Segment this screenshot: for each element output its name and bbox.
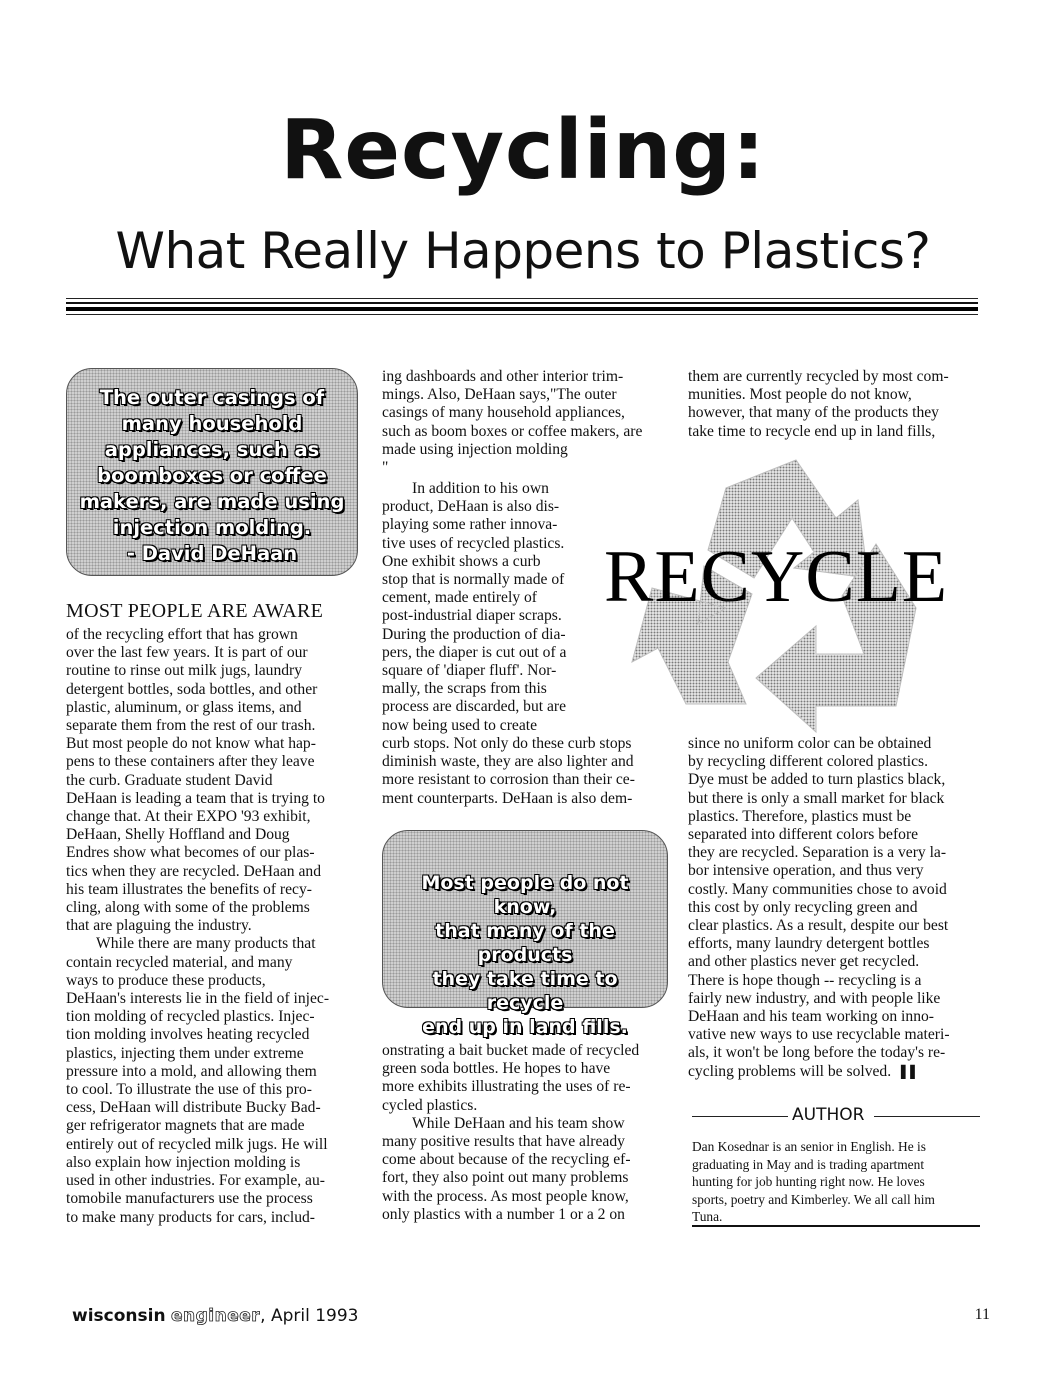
- text-line: to make many products for cars, includ-: [66, 1208, 315, 1226]
- text-line: by recycling different colored plastics.: [688, 753, 929, 771]
- text-line: that are plaguing the industry.: [66, 917, 252, 935]
- text-line: product, DeHaan is also dis-: [382, 498, 560, 516]
- text-line: ": [382, 459, 389, 477]
- paragraph: [66, 626, 366, 935]
- text-line: During the production of dia-: [382, 625, 566, 643]
- column-2-middle: [382, 735, 682, 808]
- text-line: and other plastics never get recycled.: [688, 953, 920, 971]
- pull-quote-line: The outer casings of: [99, 386, 325, 409]
- pull-quote: [66, 368, 358, 576]
- text-line: mally, the scraps from this: [382, 680, 547, 698]
- pull-quote-line: end up in land fills.: [422, 1016, 628, 1038]
- title-divider: [66, 298, 978, 299]
- text-line: pressure into a mold, and allowing them: [66, 1062, 317, 1080]
- text-line: fairly new industry, and with people like: [688, 989, 941, 1007]
- text-line: now being used to create: [382, 716, 538, 734]
- article-subtitle: What Really Happens to Plastics?: [115, 222, 931, 280]
- text-line: While DeHaan and his team show: [412, 1114, 625, 1132]
- text-line: munities. Most people do not know,: [688, 386, 912, 404]
- recycle-graphic: [596, 448, 976, 734]
- pull-quote-line: injection molding.: [112, 516, 312, 539]
- footer-publication: [72, 1306, 359, 1326]
- text-line: such as boom boxes or coffee makers, are: [382, 422, 643, 440]
- recycle-word: RECYCLE: [604, 536, 949, 618]
- text-line: them are currently recycled by most com-: [688, 368, 949, 385]
- pull-quote-line: many household: [121, 412, 303, 435]
- text-line: clear plastics. As a result, despite our best: [688, 917, 949, 935]
- text-line: ger refrigerator magnets that are made: [66, 1117, 305, 1135]
- text-line: DeHaan is leading a team that is trying to: [66, 789, 325, 807]
- text-line: bor intensive operation, and thus very: [688, 862, 924, 880]
- text-line: vative new ways to use recyclable materi-: [688, 1026, 950, 1044]
- text-line: tion molding involves heating recycled: [66, 1026, 310, 1044]
- column-3-bottom: [688, 735, 988, 1081]
- pull-quote-line: that many of the products: [435, 920, 615, 966]
- text-line: come about because of the recycling ef-: [382, 1151, 631, 1169]
- section-heading: MOST PEOPLE ARE AWARE: [66, 600, 324, 622]
- text-line: One exhibit shows a curb: [382, 552, 541, 570]
- publication-name: wisconsin: [72, 1306, 166, 1326]
- text-line: plastics, injecting them under extreme: [66, 1044, 304, 1062]
- text-line: cling, along with some of the problems: [66, 899, 310, 917]
- bio-line: sports, poetry and Kimberley. We all call him: [692, 1191, 935, 1207]
- text-line: costly. Many communities chose to avoid: [688, 880, 947, 898]
- author-label: AUTHOR: [792, 1105, 865, 1125]
- text-line: separate them from the rest of our trash.: [66, 717, 316, 735]
- pull-quote-line: Most people do not know,: [421, 872, 629, 918]
- text-line: square of 'diaper fluff'. Nor-: [382, 662, 557, 680]
- text-line: the curb. Graduate student David: [66, 771, 273, 789]
- pull-quote: [382, 830, 668, 1038]
- text-line: only plastics with a number 1 or a 2 on: [382, 1205, 625, 1223]
- text-line: but there is only a small market for black: [688, 789, 945, 807]
- text-line: ing dashboards and other interior trim-: [382, 368, 624, 385]
- text-line: change that. At their EXPO '93 exhibit,: [66, 808, 311, 826]
- author-rule-right: [874, 1116, 980, 1117]
- text-line: more resistant to corrosion than their ce-: [382, 771, 635, 789]
- column-2-wrapped: [382, 480, 607, 735]
- text-line: Dye must be added to turn plastics black,: [688, 771, 946, 789]
- bio-line: hunting for job hunting right now. He loves: [692, 1174, 925, 1190]
- text-line: ment counterparts. DeHaan is also dem-: [382, 789, 633, 807]
- author-bio: [692, 1138, 987, 1226]
- publication-name-2: engineer: [170, 1306, 261, 1326]
- text-line: onstrating a bait bucket made of recycled: [382, 1042, 640, 1059]
- text-line: cement, made entirely of: [382, 589, 538, 607]
- title-divider: [66, 302, 978, 304]
- text-line-content: cycling problems will be solved.: [688, 1062, 892, 1080]
- text-line: diminish waste, they are also lighter and: [382, 753, 634, 771]
- author-bottom-rule: [692, 1225, 980, 1227]
- bio-line: graduating in May and is trading apartment: [692, 1156, 925, 1172]
- text-line: more exhibits illustrating the uses of re-: [382, 1078, 631, 1096]
- text-line: post-industrial diaper scraps.: [382, 607, 562, 625]
- text-line: tics when they are recycled. DeHaan and: [66, 862, 322, 880]
- text-line: routine to rinse out milk jugs, laundry: [66, 662, 303, 680]
- text-line: als, it won't be long before the today's re-: [688, 1044, 946, 1062]
- text-line: since no uniform color can be obtained: [688, 735, 932, 752]
- text-line: over the last few years. It is part of our: [66, 644, 308, 662]
- text-line: efforts, many laundry detergent bottles: [688, 935, 930, 953]
- title-divider: [66, 307, 978, 311]
- text-line: however, that many of the products they: [688, 404, 939, 422]
- column-3-top: [688, 368, 988, 441]
- text-line: mings. Also, DeHaan says,"The outer: [382, 386, 617, 404]
- text-line: There is hope though -- recycling is a: [688, 971, 922, 989]
- text-line: tive uses of recycled plastics.: [382, 534, 565, 552]
- text-line: fort, they also point out many problems: [382, 1169, 629, 1187]
- text-line: green soda bottles. He hopes to have: [382, 1060, 611, 1078]
- text-line: entirely out of recycled milk jugs. He will: [66, 1135, 328, 1153]
- text-line: they are recycled. Separation is a very la-: [688, 844, 947, 862]
- text-line: used in other industries. For example, au-: [66, 1172, 325, 1190]
- pull-quote-line: they take time to recycle: [432, 968, 618, 1014]
- text-line: to cool. To illustrate the use of this pro-: [66, 1081, 312, 1099]
- text-line: detergent bottles, soda bottles, and other: [66, 680, 318, 698]
- text-line: take time to recycle end up in land fills,: [688, 422, 936, 440]
- title-divider: [66, 314, 978, 315]
- text-line: Endres show what becomes of our plas-: [66, 844, 315, 862]
- page-number: 11: [974, 1306, 990, 1323]
- text-line: his team illustrates the benefits of recy-: [66, 880, 312, 898]
- text-line: casings of many household appliances,: [382, 404, 625, 422]
- pull-quote-line: boomboxes or coffee: [97, 464, 327, 487]
- text-line: pens to these containers after they leave: [66, 753, 315, 771]
- text-line: stop that is normally made of: [382, 571, 565, 589]
- text-line: DeHaan's interests lie in the field of injec-: [66, 990, 330, 1008]
- text-line: cycled plastics.: [382, 1096, 478, 1114]
- paragraph: [66, 935, 366, 1226]
- bio-line: Dan Kosednar is an senior in English. He is: [692, 1139, 926, 1154]
- text-line: DeHaan and his team working on inno-: [688, 1008, 934, 1026]
- text-line: But most people do not know what hap-: [66, 735, 316, 753]
- text-line: many positive results that have already: [382, 1133, 625, 1151]
- text-line: this cost by only recycling green and: [688, 898, 918, 916]
- text-line: made using injection molding: [382, 440, 568, 458]
- text-line: plastic, aluminum, or glass items, and: [66, 698, 302, 716]
- text-line: process are discarded, but are: [382, 698, 567, 716]
- text-line: separated into different colors before: [688, 826, 919, 844]
- text-line: [688, 1063, 988, 1081]
- text-line: of the recycling effort that has grown: [66, 626, 298, 643]
- text-line: In addition to his own: [412, 480, 549, 497]
- text-line: pers, the diaper is cut out of a: [382, 643, 567, 661]
- end-mark: ▌▌: [901, 1064, 920, 1079]
- text-line: with the process. As most people know,: [382, 1187, 629, 1205]
- text-line: tion molding of recycled plastics. Injec-: [66, 1008, 315, 1026]
- text-line: ways to produce these products,: [66, 971, 266, 989]
- bio-line: Tuna.: [692, 1209, 723, 1225]
- text-line: cess, DeHaan will distribute Bucky Bad-: [66, 1099, 321, 1117]
- text-line: playing some rather innova-: [382, 516, 558, 534]
- issue-date: , April 1993: [260, 1306, 359, 1326]
- article-title: Recycling:: [280, 103, 766, 198]
- text-line: tomobile manufacturers use the process: [66, 1190, 313, 1208]
- pull-quote-attribution: - David DeHaan: [126, 542, 298, 565]
- text-line: DeHaan, Shelly Hoffland and Doug: [66, 826, 290, 844]
- text-line: contain recycled material, and many: [66, 953, 293, 971]
- text-line: While there are many products that: [96, 935, 316, 953]
- column-1: [66, 626, 366, 1227]
- column-2-bottom: [382, 1042, 682, 1224]
- text-line: also explain how injection molding is: [66, 1153, 301, 1171]
- pull-quote-line: makers, are made using: [79, 490, 345, 513]
- author-rule-left: [692, 1116, 788, 1117]
- text-line: curb stops. Not only do these curb stops: [382, 735, 632, 752]
- text-line: plastics. Therefore, plastics must be: [688, 807, 912, 825]
- pull-quote-line: appliances, such as: [104, 438, 320, 461]
